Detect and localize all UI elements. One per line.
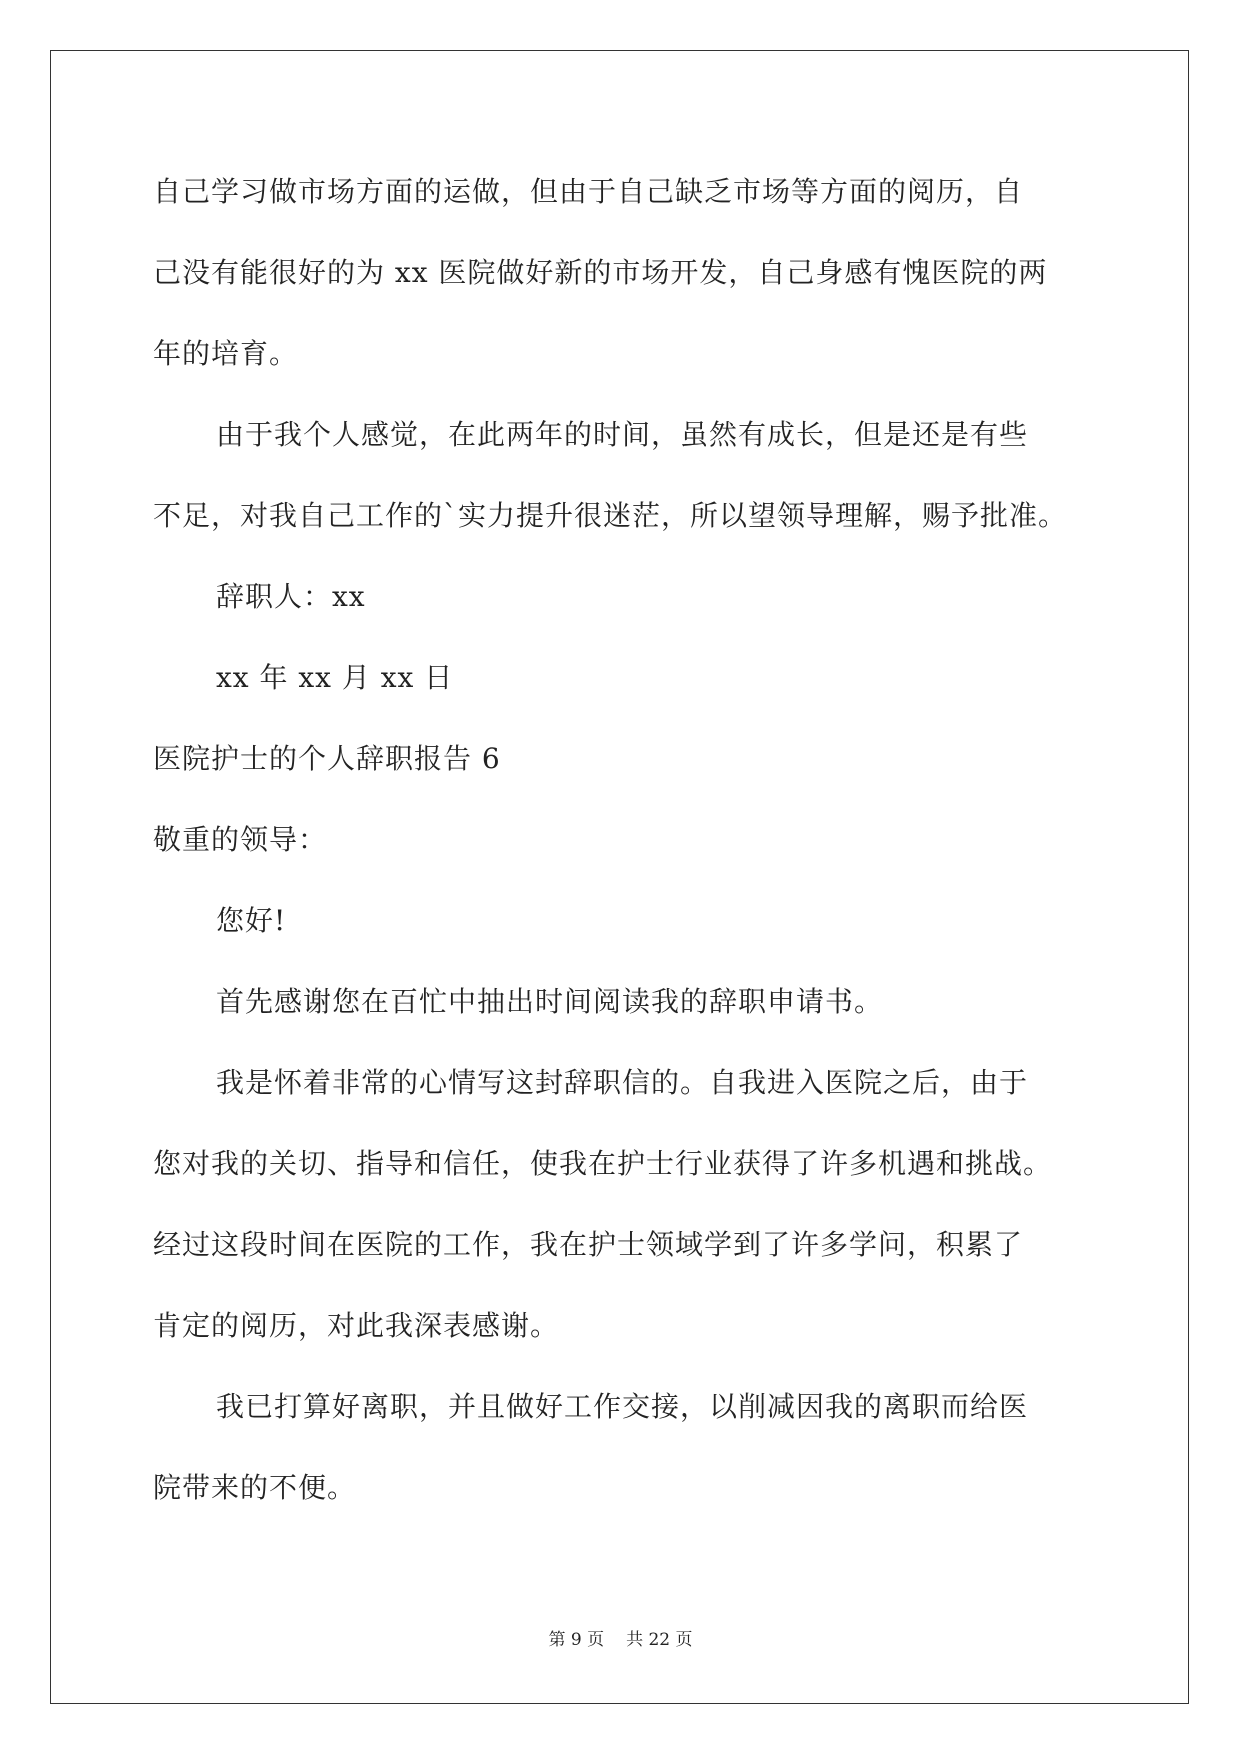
body-line: 年的培育。 [153,337,299,370]
body-line: 由于我个人感觉，在此两年的时间，虽然有成长，但是还是有些 [216,418,1029,451]
body-line: 经过这段时间在医院的工作，我在护士领域学到了许多学问，积累了 [153,1228,1024,1261]
body-line: 自己学习做市场方面的运做，但由于自己缺乏市场等方面的阅历，自 [153,175,1024,208]
signature-line: 辞职人：xx [216,580,366,613]
body-line: 己没有能很好的为 xx 医院做好新的市场开发，自己身感有愧医院的两 [153,256,1048,289]
body-line: 我是怀着非常的心情写这封辞职信的。自我进入医院之后，由于 [216,1066,1029,1099]
page-number: 第 9 页 [548,1630,605,1650]
body-line: 首先感谢您在百忙中抽出时间阅读我的辞职申请书。 [216,985,884,1018]
date-line: xx 年 xx 月 xx 日 [216,661,454,694]
section-title: 医院护士的个人辞职报告 6 [153,742,501,775]
body-line: 院带来的不便。 [153,1471,357,1504]
page-frame [50,50,1189,1704]
body-line: 我已打算好离职，并且做好工作交接，以削减因我的离职而给医 [216,1390,1029,1423]
body-line: 不足，对我自己工作的`实力提升很迷茫，所以望领导理解，赐予批准。 [153,499,1068,532]
page-total: 共 22 页 [626,1630,693,1650]
body-line: 肯定的阅历，对此我深表感谢。 [153,1309,560,1342]
page-footer [0,1628,1241,1652]
salutation: 敬重的领导： [153,823,328,856]
greeting: 您好! [216,904,287,937]
body-line: 您对我的关切、指导和信任，使我在护士行业获得了许多机遇和挑战。 [153,1147,1053,1180]
